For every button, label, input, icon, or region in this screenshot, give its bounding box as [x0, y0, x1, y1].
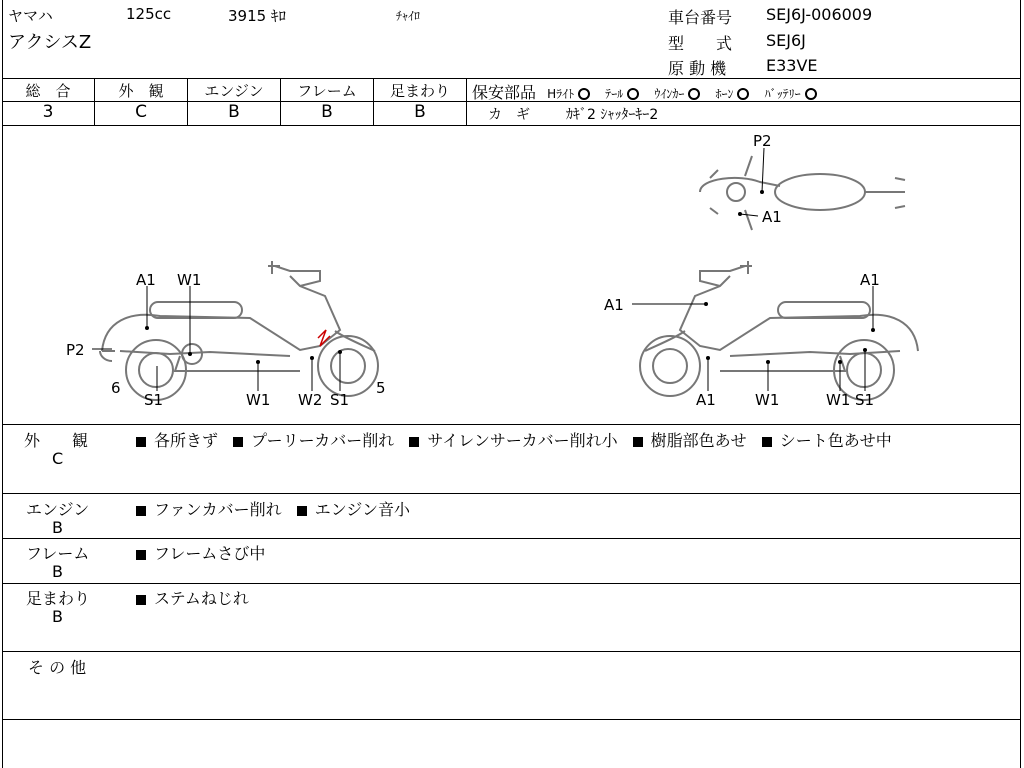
frame-no: SEJ6J-006009: [766, 5, 873, 24]
type-label: 型 式: [668, 34, 733, 53]
diagram-label: 6: [111, 379, 121, 397]
diagram-label: A1: [136, 271, 156, 289]
remark-label-exterior: 外 観: [24, 431, 89, 450]
divider: [2, 538, 1021, 539]
frame-label: フレーム: [297, 82, 357, 100]
remark-item: フレームさび中: [154, 544, 266, 563]
bullet-icon: [136, 550, 146, 560]
exterior-grade: C: [135, 102, 147, 122]
remark-grade-exterior: C: [52, 449, 64, 468]
bullet-icon: [136, 595, 146, 605]
diagram-label: P2: [66, 341, 85, 359]
safety-item-winker: ｳｲﾝｶｰ: [654, 87, 685, 101]
divider: [2, 719, 1021, 720]
safety-item-headlight-status-icon: [578, 88, 590, 100]
remark-grade-frame: B: [52, 562, 63, 581]
exterior-label: 外 観: [118, 82, 164, 100]
divider: [2, 493, 1021, 494]
diagram-label: A1: [860, 271, 880, 289]
engine-label: エンジン: [204, 82, 264, 100]
diagram-label: S1: [144, 391, 164, 409]
divider: [2, 651, 1021, 652]
bullet-icon: [633, 437, 643, 447]
engine-model-label: 原 動 機: [668, 59, 727, 78]
diagram-label: W2: [298, 391, 323, 409]
remark-label-other: そ の 他: [28, 658, 87, 677]
safety-item-horn-status-icon: [737, 88, 749, 100]
remark-label-suspension: 足まわり: [26, 589, 91, 608]
overall-grade: 3: [42, 102, 54, 122]
remark-label-frame: フレーム: [26, 544, 90, 563]
remark-items-frame: [136, 541, 265, 564]
bullet-icon: [233, 437, 243, 447]
diagram-label: W1: [246, 391, 271, 409]
remark-label-engine: エンジン: [26, 500, 90, 519]
key-label: カ ギ: [488, 107, 530, 123]
mileage: 3915 ｷﾛ: [228, 7, 286, 25]
scooter-top-view: [700, 156, 905, 230]
bullet-icon: [136, 506, 146, 516]
displacement: 125cc: [126, 5, 172, 23]
divider: [2, 424, 1021, 425]
safety-row: [472, 80, 827, 103]
frame-right: [1020, 0, 1021, 768]
bullet-icon: [409, 437, 419, 447]
remark-item: プーリーカバー削れ: [251, 431, 395, 450]
suspension-label: 足まわり: [389, 82, 450, 100]
divider: [2, 583, 1021, 584]
diagram-label: P2: [753, 132, 772, 150]
diagram-label: A1: [762, 208, 782, 226]
bullet-icon: [297, 506, 307, 516]
diagram-label: S1: [855, 391, 875, 409]
divider: [2, 78, 1021, 79]
bullet-icon: [136, 437, 146, 447]
diagram-label: W1: [826, 391, 851, 409]
remark-item: エンジン音小: [314, 500, 410, 519]
bullet-icon: [762, 437, 772, 447]
remark-item: サイレンサーカバー削れ小: [427, 431, 618, 450]
diagram-label: A1: [696, 391, 716, 409]
remark-item: 各所きず: [154, 431, 219, 450]
frame-grade: B: [321, 102, 333, 122]
safety-label: 保安部品: [472, 83, 537, 102]
safety-item-tail-status-icon: [627, 88, 639, 100]
remark-items-suspension: [136, 586, 249, 609]
safety-item-tail: ﾃｰﾙ: [605, 87, 624, 101]
divider: [466, 78, 467, 125]
remark-item: ステムねじれ: [154, 589, 249, 608]
remark-item: 樹脂部色あせ: [650, 431, 747, 450]
remark-grade-engine: B: [52, 518, 63, 537]
type-value: SEJ6J: [766, 31, 806, 50]
frame-no-label: 車台番号: [668, 8, 733, 27]
safety-item-battery: ﾊﾞｯﾃﾘｰ: [764, 87, 801, 101]
remark-item: ファンカバー削れ: [154, 500, 282, 519]
color: ﾁｬｲﾛ: [396, 9, 421, 23]
maker: ヤマハ: [8, 7, 53, 25]
safety-item-winker-status-icon: [688, 88, 700, 100]
safety-item-horn: ﾎｰﾝ: [715, 87, 734, 101]
diagram-label: W1: [755, 391, 780, 409]
key-value: ｶｷﾞ2 ｼｬｯﾀｰｷｰ2: [566, 107, 659, 123]
suspension-grade: B: [414, 102, 426, 122]
remark-items-engine: [136, 497, 410, 520]
remark-item: シート色あせ中: [779, 431, 892, 450]
remark-items-exterior: [136, 428, 892, 451]
engine-grade: B: [228, 102, 240, 122]
diagram-label: S1: [330, 391, 350, 409]
model-name: アクシスZ: [8, 32, 92, 53]
safety-item-battery-status-icon: [805, 88, 817, 100]
engine-model: E33VE: [766, 56, 818, 75]
diagram-label: A1: [604, 296, 624, 314]
overall-label: 総 合: [25, 82, 71, 100]
remark-grade-suspension: B: [52, 607, 63, 626]
safety-item-headlight: Hﾗｲﾄ: [547, 87, 575, 101]
diagram-label: 5: [376, 379, 386, 397]
diagram-label: W1: [177, 271, 202, 289]
